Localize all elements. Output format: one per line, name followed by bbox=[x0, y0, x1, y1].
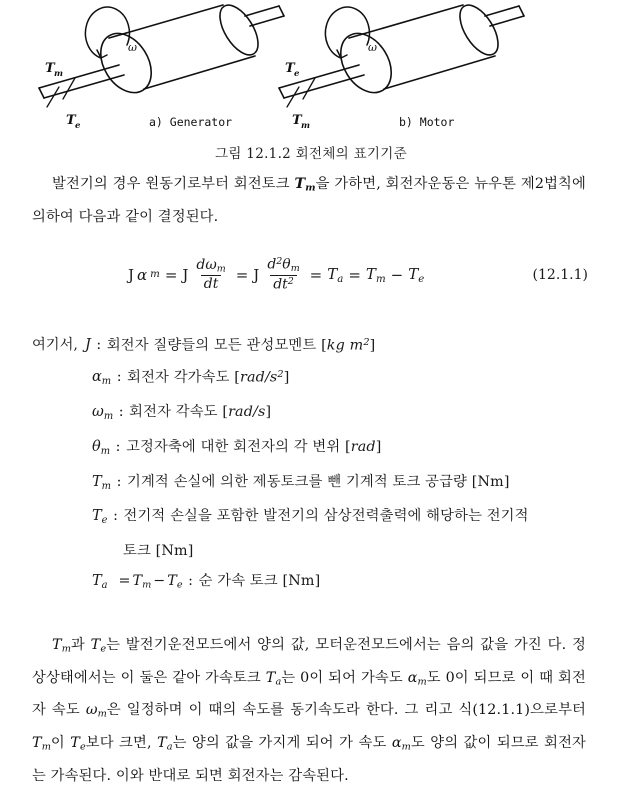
definition-row-Ta bbox=[0, 566, 622, 601]
generator-torque-e-sub: e bbox=[75, 121, 81, 131]
generator-rotor-right-face bbox=[212, 0, 265, 61]
eq-frac1-denominator: dt bbox=[201, 275, 222, 292]
p2-text-3: 다. 정상상태에서는 이 둘은 같아 가속토크 bbox=[32, 637, 586, 686]
generator-torque-m-label: T bbox=[45, 61, 56, 76]
eq-fraction-1 bbox=[193, 258, 228, 292]
generator-shaft-left-cap bbox=[39, 88, 44, 98]
figure-caption: 그림 12.1.2 회전체의 표기기준 bbox=[0, 142, 622, 162]
motor-shaft-right-bottom bbox=[490, 16, 524, 26]
p2-text-4: 는 0이 되어 가속도 bbox=[281, 670, 403, 686]
definition-row-omega bbox=[0, 397, 622, 432]
eq-alpha-sub: m bbox=[150, 269, 160, 280]
definition-colon-theta: : bbox=[110, 432, 126, 462]
motor-rotation-arc bbox=[325, 7, 369, 58]
p2-text-1: 과 bbox=[71, 637, 85, 653]
motor-shaft-right-top bbox=[485, 6, 519, 16]
definition-row-Te-continuation bbox=[0, 536, 622, 566]
motor-torque-m-label: T bbox=[292, 113, 303, 128]
definition-row-Tm bbox=[0, 467, 622, 502]
p2-symbol-Te-1: $T_e$ bbox=[91, 637, 106, 653]
p2-symbol-alpha-1: $\alpha_m$ bbox=[408, 670, 427, 686]
definition-text-Ta: 순 가속 토크 [Nm] bbox=[199, 566, 622, 596]
motor-body-top-edge bbox=[349, 5, 463, 38]
definition-text-theta: 고정자축에 대한 회전자의 각 변위 [rad] bbox=[126, 432, 622, 462]
paragraph-newton-law bbox=[32, 170, 586, 232]
p2-symbol-omega-1: $\omega_m$ bbox=[86, 702, 107, 718]
motor-torque-e-sub: e bbox=[294, 69, 300, 79]
p2-symbol-Tm-1: $T_m$ bbox=[52, 637, 71, 653]
eq-Te: $T_e$ bbox=[408, 265, 424, 285]
definition-colon-Ta: : bbox=[183, 566, 199, 596]
generator-omega-label: ω bbox=[128, 41, 137, 54]
definition-text-Te-wrap: 토크 [Nm] bbox=[123, 536, 622, 566]
eq-Tm: $T_m$ bbox=[366, 265, 386, 285]
eq-J-2: J bbox=[182, 266, 188, 284]
p2-text-7: 은 일정하며 이 때의 속도를 동기속도라 한다. 그 bbox=[107, 702, 419, 718]
eq-sign-4: = bbox=[346, 266, 363, 284]
generator-body-bottom-edge bbox=[144, 56, 255, 89]
p2-symbol-alpha-2: $\alpha_m$ bbox=[392, 735, 411, 751]
rotor-diagram-svg bbox=[31, 0, 591, 140]
definition-colon-J: : bbox=[91, 330, 107, 360]
definition-text-alpha: 회전자 각가속도 $[rad/s^2]$ bbox=[127, 360, 622, 392]
equation-12-1-1 bbox=[0, 252, 622, 298]
p2-text-6: 되므로 이 때 회전자 속도 bbox=[32, 670, 586, 719]
p1-text-a: 발전기의 경우 원동기로부터 회전토크 bbox=[52, 176, 290, 192]
definition-lead-in: 여기서, bbox=[32, 330, 78, 360]
figure-rotor-convention bbox=[0, 0, 622, 140]
motor-shaft-left-cap bbox=[279, 88, 284, 98]
definition-symbol-omega: $\omega_m$ bbox=[92, 397, 113, 432]
definition-symbol-Ta: $T_a$ bbox=[92, 566, 108, 601]
definition-text-omega: 회전자 각속도 [rad/s] bbox=[129, 397, 622, 427]
definition-row-J bbox=[0, 328, 622, 360]
eq-frac1-numerator: $d\omega_m$ bbox=[193, 258, 228, 276]
definition-row-Te bbox=[0, 501, 622, 536]
motor-omega-label: ω bbox=[368, 41, 377, 54]
eq-frac2-numerator: $d^2\theta_m$ bbox=[264, 257, 302, 275]
p2-text-12: 속도 bbox=[359, 735, 387, 751]
definition-colon-Tm: : bbox=[111, 467, 127, 497]
p2-symbol-Ta-2: $T_a$ bbox=[157, 735, 172, 751]
eq-sign-1: = bbox=[163, 266, 180, 284]
definition-text-Tm: 기계적 손실에 의한 제동토크를 뺀 기계적 토크 공급량 [Nm] bbox=[127, 467, 622, 497]
p2-text-13: 도 양의 값이 되므로 회전자는 가속된다. 이와 반대로 되면 회전자는 bbox=[32, 735, 586, 784]
definition-colon-omega: : bbox=[113, 397, 129, 427]
p2-text-9: 이 bbox=[51, 735, 65, 751]
generator-shaft-right-cap bbox=[279, 6, 284, 16]
p2-text-2: 는 발전기운전모드에서 양의 값, 모터운전모드에서는 음의 값을 가진 bbox=[106, 637, 542, 653]
p2-text-14: 감속된다. bbox=[288, 768, 349, 784]
generator-shaft-right-bottom bbox=[250, 16, 284, 26]
motor-shaft-right-cap bbox=[519, 6, 524, 16]
motor-rotor-right-face bbox=[452, 0, 505, 61]
definition-symbol-theta: $\theta_m$ bbox=[92, 432, 110, 467]
eq-Ta: $T_a$ bbox=[327, 265, 343, 285]
eq-minus: − bbox=[389, 266, 406, 284]
definition-symbol-Tm: $T_m$ bbox=[92, 467, 111, 502]
definition-row-alpha bbox=[0, 360, 622, 397]
equation-expression bbox=[128, 257, 424, 292]
motor-panel-label: b) Motor bbox=[399, 115, 454, 129]
motor-rotor-left-face bbox=[330, 24, 401, 102]
p1-text-b: 을 가하면, 회전자운동은 뉴우톤 bbox=[316, 176, 517, 192]
definition-row-theta bbox=[0, 432, 622, 467]
generator-torque-e-label: T bbox=[66, 113, 77, 128]
p2-text-11: 는 양의 값을 가지게 되어 가 bbox=[173, 735, 354, 751]
definition-text-Te: 전기적 손실을 포함한 발전기의 삼상전력출력에 해당하는 전기적 bbox=[124, 501, 622, 531]
symbol-definition-list bbox=[0, 328, 622, 601]
generator-shaft-right-top bbox=[245, 6, 279, 16]
p1-symbol-Tm: $T_m$ bbox=[294, 176, 315, 192]
eq-sign-2: = bbox=[234, 266, 251, 284]
eq-frac2-denominator: $dt^2$ bbox=[270, 275, 297, 292]
equation-number: (12.1.1) bbox=[533, 267, 588, 283]
motor-torque-m-sub: m bbox=[301, 121, 310, 131]
p2-text-10: 보다 크면, bbox=[86, 735, 152, 751]
definition-symbol-Te: $T_e$ bbox=[92, 501, 108, 536]
generator-rotor-left-face bbox=[90, 24, 161, 102]
definition-symbol-alpha: $\alpha_m$ bbox=[92, 362, 111, 397]
definition-colon-Te: : bbox=[108, 501, 124, 531]
p1-line2: 제2법칙에 의하여 다음과 같이 결정된다. bbox=[32, 176, 586, 225]
p2-text-8: 리고 식(12.1.1)으로부터 bbox=[424, 702, 586, 718]
definition-Ta-expression: = $T_m - T_e$ bbox=[108, 566, 183, 601]
eq-sign-3: = bbox=[308, 266, 325, 284]
generator-torque-m-sub: m bbox=[54, 69, 63, 79]
paragraph-line bbox=[32, 170, 586, 232]
eq-J-3: J bbox=[253, 266, 259, 284]
motor-body-bottom-edge bbox=[384, 56, 495, 89]
eq-J-1: J bbox=[128, 266, 134, 284]
generator-panel-label: a) Generator bbox=[149, 115, 232, 129]
definition-text-J: 회전자 질량들의 모든 관성모멘트 [kg $m^2$] bbox=[107, 328, 622, 360]
p2-symbol-Tm-2: $T_m$ bbox=[32, 735, 51, 751]
eq-alpha: α bbox=[137, 266, 147, 284]
p2-text-5: 도 0이 bbox=[427, 670, 469, 686]
definition-symbol-J: J bbox=[78, 330, 91, 360]
generator-rotation-arc bbox=[85, 7, 129, 58]
generator-body-top-edge bbox=[109, 5, 223, 38]
p2-symbol-Ta-1: $T_a$ bbox=[266, 670, 281, 686]
definition-colon-alpha: : bbox=[111, 362, 127, 392]
p2-symbol-Te-2: $T_e$ bbox=[70, 735, 85, 751]
eq-fraction-2 bbox=[264, 257, 302, 292]
motor-torque-e-label: T bbox=[285, 61, 296, 76]
